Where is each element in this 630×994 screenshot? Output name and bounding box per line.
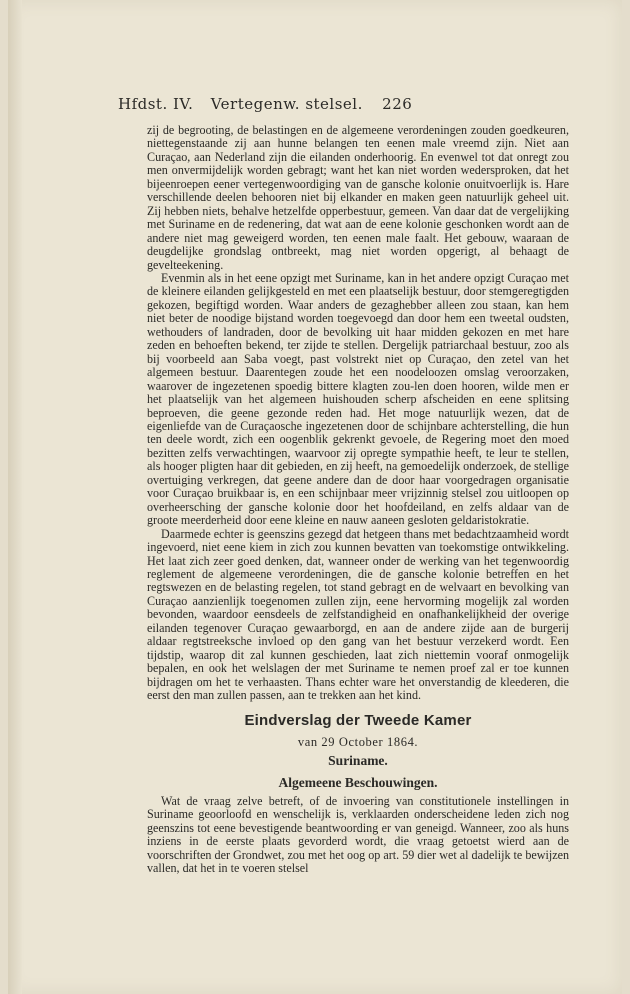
report-text: [147, 795, 569, 876]
colony-heading: Suriname.: [328, 753, 388, 768]
page-gutter: [8, 0, 22, 994]
paragraph: Wat de vraag zelve betreft, of de invoering van constitutionele instellingen in Suriname geoorloofd en wenschelijk is, verklaarden onderscheidene leden zich nog geenszins tot eene bevestigende beantwoording er van geneigd. Wanneer, zoo als huns inziens in de eerste plaats gevorderd wordt, die vraag getoetst wierd aan de voorschriften der Grondwet, zou met het oog op art. 59 dier wet al dadelijk te bewijzen vallen, dat het in te voeren stelsel: [147, 794, 569, 876]
report-date: van 29 October 1864.: [297, 735, 419, 749]
running-header: [118, 95, 578, 113]
section-label: Vertegenw. stelsel.: [210, 95, 363, 113]
paragraph: zij de begrooting, de belastingen en de algemeene verordeningen zouden goedkeuren, niettegenstaande zij aan hunne belangen ten eenen male vreemd zijn. Niet aan Curaçao, aan Nederland zijn die eilanden onderhoorig. En evenwel tot dat onregt zou men onvermijdelijk worden gebragt; want het kan niet worden wedersproken, dat het bijeenroepen eener vertegenwoordiging van de gansche kolonie onuitvoerlijk is. Hare verschillende deelen behooren niet bij elkander en maken geen natuurlijk geheel uit. Zij hebben niets, behalve hetzelfde opperbestuur, gemeen. Van daar dat de vergelijking met Suriname en de redenering, dat wat aan de eene kolonie geschonken wordt aan de andere niet mag geweigerd worden, ten eenen male faalt. Het gebouw, waaraan de deugdelijke grondslag ontbreekt, mag niet worden opgerigt, al behaagt de gevelteekening.: [147, 123, 569, 272]
paragraph: Evenmin als in het eene opzigt met Suriname, kan in het andere opzigt Curaçao met de kleinere eilanden gelijkgesteld en met een plaatselijk bestuur, door stemgeregtigden gekozen, begiftigd worden. Waar anders de gezaghebber alleen zou staan, kan hem niet beter de noodige bijstand worden toegevoegd dan door hem een tweetal oudsten, wethouders of landraden, door de bevolking uit haar midden gekozen en met hare zeden en behoeften bekend, ter zijde te stellen. Dergelijk patriarchaal bestuur, zoo als bij voorbeeld aan Saba voegt, past volstrekt niet op Curaçao, den zetel van het algemeen bestuur. Daarentegen zoude het een noodeloozen omslag veroorzaken, waarover de ingezetenen spoedig bittere klagten zou-len doen hooren, wilde men er het plaatselijk van het algemeen huishouden scherp afscheiden en eene splitsing beproeven, die geene gezonde reden had. Het moge natuurlijk wezen, dat de eigenliefde van de Curaçaosche ingezetenen door de schijnbare achterstelling, die hun ten deele wordt, zich een oogenblik gekrenkt gevoele, de Regering moet den moed bezitten zelfs verwachtingen, waarvoor zij opregte sympathie heeft, te leur te stellen, als hooger pligten haar dit gebieden, en zij heeft, na gemoedelijk onderzoek, de stellige overtuiging verkregen, dat geene andere dan de door haar voorgedragen organisatie voor Curaçao bruikbaar is, en een schijnbaar meer vrijzinnig stelsel zou uitloopen op overheersching der gansche kolonie door het hoofdeiland, en zelfs aldaar van de groote meerderheid door eene kleine en nauw aaneen gesloten geldaristokratie.: [147, 270, 569, 528]
chapter-label: Hfdst. IV.: [118, 95, 194, 113]
paragraph: Daarmede echter is geenszins gezegd dat hetgeen thans met bedachtzaamheid wordt ingevoerd, niet eene kiem in zich zou kunnen bevatten van toekomstige ontwikkeling. Het laat zich zeer goed denken, dat, wanneer onder de werking van het tegenwoordig reglement de algemeene verordeningen, die de gansche kolonie betreffen en het regtswezen en de belasting regelen, tot stand gebragt en de welvaart en bevolking van Curaçao aanzienlijk toegenomen zullen zijn, eene hervorming mogelijk zal worden bevonden, waardoor eensdeels de zelfstandigheid en onafhankelijkheid der overige eilanden tegenover Curaçao gewaarborgd, en aan de andere zijde aan de burgerij aldaar regtstreeksche invloed op den gang van het bestuur verzekerd wordt. Een tijdstip, waarop dit zal kunnen geschieden, laat zich niettemin vooraf onmogelijk bepalen, en ook het welslagen der met Suriname te nemen proef zal er toe kunnen bijdragen om het te verhaasten. Thans echter ware het onverstandig de kleederen, die eerst den man zullen passen, aan te trekken aan het kind.: [147, 526, 569, 703]
page-number: 226: [382, 95, 413, 113]
subject-heading: Algemeene Beschouwingen.: [278, 775, 438, 790]
main-text: [147, 124, 569, 702]
report-title: Eindverslag der Tweede Kamer: [244, 712, 472, 729]
